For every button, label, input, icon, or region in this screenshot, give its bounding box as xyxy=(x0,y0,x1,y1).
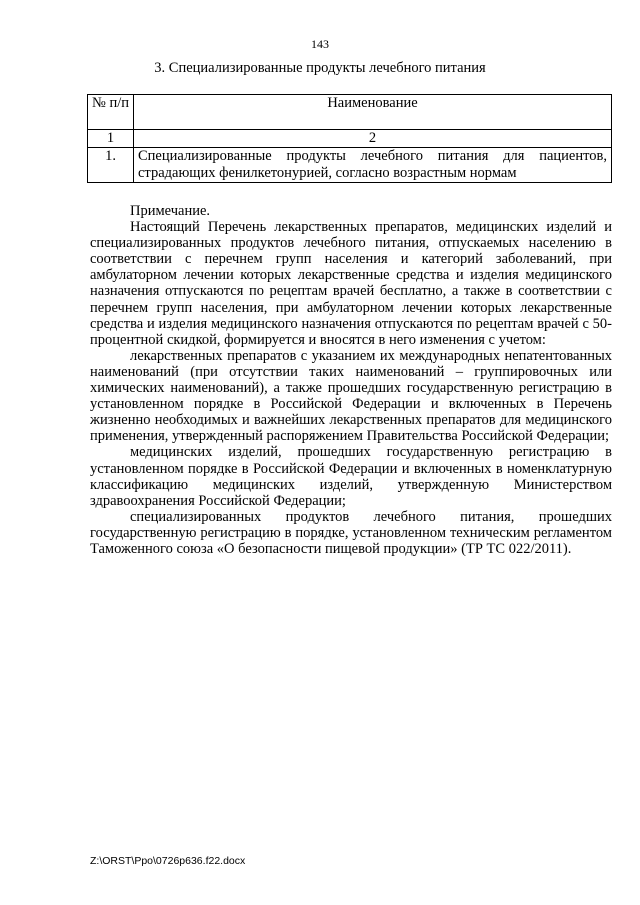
table-row xyxy=(88,148,612,183)
row-number-cell: 1. xyxy=(88,148,134,183)
header-number-cell: № п/п xyxy=(88,95,134,130)
table-index-row xyxy=(88,130,612,148)
header-name-cell: Наименование xyxy=(134,95,612,130)
footer-file-path: Z:\ORST\Ppo\0726p636.f22.docx xyxy=(90,855,246,867)
note-paragraph-intro: Настоящий Перечень лекарственных препаратов, медицинских изделий и специализированных продуктов лечебного питания, отпускаемых населению в соответствии с перечнем групп населения и категорий заболеваний, при амбулаторном лечении которых лекарственные средства и изделия медицинского назначения отпускаются по рецептам врачей бесплатно, а также в соответствии с перечнем групп населения, при амбулаторном лечении которых лекарственные средства и изделия медицинского назначения отпускаются по рецептам врачей с 50-процентной скидкой, формируется и вносятся в него изменения с учетом: xyxy=(90,219,612,348)
page-number: 143 xyxy=(311,37,329,51)
products-table xyxy=(87,94,612,183)
section-title: 3. Специализированные продукты лечебного питания xyxy=(154,60,486,76)
note-heading: Примечание. xyxy=(130,203,211,219)
row-name-cell: Специализированные продукты лечебного питания для пациентов, страдающих фенилкетонурией, согласно возрастным нормам xyxy=(134,148,612,183)
index-cell-1: 1 xyxy=(88,130,134,148)
index-cell-2: 2 xyxy=(134,130,612,148)
table-header-row xyxy=(88,95,612,130)
note-paragraph-devices: медицинских изделий, прошедших государственную регистрацию в установленном порядке в Российской Федерации и включенных в номенклатурную классификацию медицинских изделий, утвержденную Министерством здравоохранения Российской Федерации; xyxy=(90,444,612,509)
note-paragraph-drugs: лекарственных препаратов с указанием их международных непатентованных наименований (при отсутствии таких наименований – группировочных или химических наименований), а также прошедших государственную регистрацию в установленном порядке в Российской Федерации и включенных в Перечень жизненно необходимых и важнейших лекарственных препаратов для медицинского применения, утвержденный распоряжением Правительства Российской Федерации; xyxy=(90,347,612,445)
note-block xyxy=(90,203,612,557)
note-paragraph-nutrition: специализированных продуктов лечебного питания, прошедших государственную регистрацию в порядке, установленном техническим регламентом Таможенного союза «О безопасности пищевой продукции» (ТР ТС 022/2011). xyxy=(90,508,612,557)
